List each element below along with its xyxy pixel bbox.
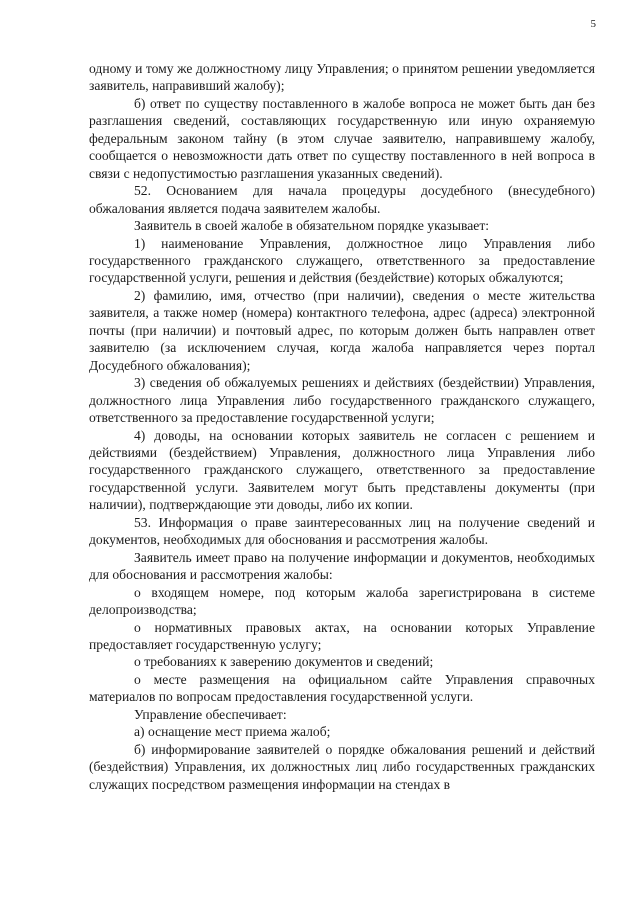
paragraph-requirement-4: 4) доводы, на основании которых заявитель не согласен с решением и действиями (бездействием) Управления, должностного лица Управления либо государственного гражданского служащего, ответственного за предоставление государственной услуги. Заявителем могут быть представлены документы (при наличии), подтверждающие эти доводы, либо их копии.	[89, 427, 595, 513]
paragraph-clause-52: 52. Основанием для начала процедуры досудебного (внесудебного) обжалования является подача заявителем жалобы.	[89, 183, 595, 216]
paragraph-item-b-secret: б) ответ по существу поставленного в жалобе вопроса не может быть дан без разглашения сведений, составляющих государственную или иную охраняемую федеральным законом тайну (в этом случае заявителю, направившему жалобу, сообщается о невозможности дать ответ по существу поставленного в ней вопроса в связи с недопустимостью разглашения указанных сведений).	[89, 95, 595, 181]
paragraph-administration-provides: Управление обеспечивает:	[134, 706, 287, 722]
paragraph-info-legal-acts: о нормативных правовых актах, на основании которых Управление предоставляет государственную услугу;	[89, 619, 595, 652]
paragraph-info-website: о месте размещения на официальном сайте Управления справочных материалов по вопросам предоставления государственной услуги.	[89, 671, 595, 705]
paragraph-requirement-2: 2) фамилию, имя, отчество (при наличии), сведения о месте жительства заявителя, а также номер (номера) контактного телефона, адрес (адреса) электронной почты (при наличии) и почтовый адрес, по которым должен быть направлен ответ заявителю (за исключением случая, когда жалоба направляется через портал Досудебного обжалования);	[89, 287, 595, 373]
paragraph-continuation: одному и тому же должностному лицу Управления; о принятом решении уведомляется заявитель, направивший жалобу);	[89, 61, 595, 94]
paragraph-requirement-1: 1) наименование Управления, должностное лицо Управления либо государственного гражданского служащего, ответственного за предоставление государственной услуги, решения и действия (бездействие) которых обжалуются;	[89, 235, 595, 286]
paragraph-complaint-requirements-intro: Заявитель в своей жалобе в обязательном порядке указывает:	[134, 218, 490, 234]
page-number: 5	[590, 18, 596, 30]
paragraph-info-certification: о требованиях к заверению документов и сведений;	[134, 654, 434, 670]
paragraph-provision-a: а) оснащение мест приема жалоб;	[134, 724, 331, 740]
paragraph-provision-b: б) информирование заявителей о порядке обжалования решений и действий (бездействия) Управления, их должностных лиц либо государственных гражданских служащих посредством размещения информации на стендах в	[89, 741, 595, 792]
paragraph-info-incoming-number: о входящем номере, под которым жалоба зарегистрирована в системе делопроизводства;	[89, 584, 595, 618]
paragraph-requirement-3: 3) сведения об обжалуемых решениях и действиях (бездействии) Управления, должностного лица Управления либо государственного гражданского служащего, ответственного за предоставление государственной услуги;	[89, 375, 595, 426]
paragraph-clause-53: 53. Информация о праве заинтересованных лиц на получение сведений и документов, необходимых для обоснования и рассмотрения жалобы.	[89, 514, 595, 548]
document-body	[89, 60, 595, 793]
paragraph-right-to-information: Заявитель имеет право на получение информации и документов, необходимых для обоснования и рассмотрения жалобы:	[89, 549, 595, 583]
